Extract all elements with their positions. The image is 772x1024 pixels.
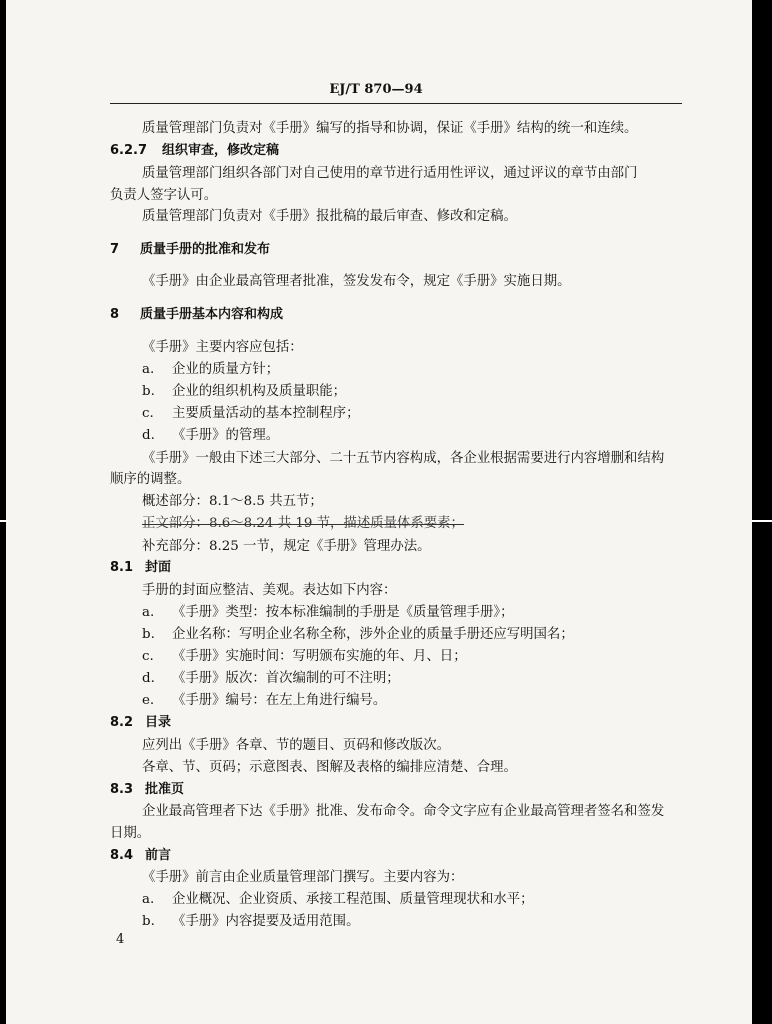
list-item: d. 《手册》的管理。 bbox=[142, 428, 280, 443]
section-title: 封面 bbox=[145, 560, 172, 575]
section-heading-8-1 bbox=[110, 558, 171, 578]
section-number: 8.4 bbox=[110, 848, 134, 863]
list-item: b. 企业的组织机构及质量职能； bbox=[142, 384, 347, 399]
section-number: 8.1 bbox=[110, 560, 134, 575]
section-number: 8 bbox=[110, 307, 120, 322]
section-heading-8 bbox=[110, 305, 283, 325]
paragraph-line: 企业最高管理者下达《手册》批准、发布命令。命令文字应有企业最高管理者签名和签发 bbox=[142, 804, 665, 819]
paragraph-line: 质量管理部门组织各部门对自己使用的章节进行适用性评议，通过评议的章节由部门 bbox=[142, 166, 638, 181]
section-heading-8-4 bbox=[110, 846, 171, 866]
list-item: a. 企业的质量方针； bbox=[142, 362, 280, 377]
section-title: 组织审查，修改定稿 bbox=[162, 143, 280, 158]
section-number: 6.2.7 bbox=[110, 143, 148, 158]
scan-artifact bbox=[752, 520, 772, 522]
list-item: b. 企业名称：写明企业名称全称，涉外企业的质量手册还应写明国名； bbox=[142, 627, 574, 642]
list-item: e. 《手册》编号：在左上角进行编号。 bbox=[142, 693, 387, 708]
paragraph-line: 《手册》由企业最高管理者批准，签发发布令，规定《手册》实施日期。 bbox=[142, 274, 571, 289]
list-item: a. 《手册》类型：按本标准编制的手册是《质量管理手册》； bbox=[142, 605, 514, 620]
header-rule bbox=[110, 103, 682, 104]
section-heading-8-3 bbox=[110, 780, 184, 800]
list-item: d. 《手册》版次：首次编制的可不注明； bbox=[142, 671, 400, 686]
paragraph-line: 各章、节、页码；示意图表、图解及表格的编排应清楚、合理。 bbox=[142, 760, 517, 775]
list-item: c. 《手册》实施时间：写明颁布实施的年、月、日； bbox=[142, 649, 467, 664]
paragraph-line: 质量管理部门负责对《手册》编写的指导和协调，保证《手册》结构的统一和连续。 bbox=[142, 121, 638, 136]
paragraph-line: 顺序的调整。 bbox=[110, 472, 191, 487]
paragraph-line: 《手册》主要内容应包括： bbox=[142, 340, 303, 355]
paragraph-line: 应列出《手册》各章、节的题目、页码和修改版次。 bbox=[142, 738, 450, 753]
section-number: 8.2 bbox=[110, 715, 134, 730]
section-title: 批准页 bbox=[145, 782, 185, 797]
paragraph-line: 负责人签字认可。 bbox=[110, 188, 218, 203]
paragraph-line: 概述部分：8.1～8.5 共五节； bbox=[142, 494, 323, 509]
section-title: 目录 bbox=[145, 715, 172, 730]
page-number: 4 bbox=[116, 932, 125, 947]
section-heading-7 bbox=[110, 240, 270, 260]
section-number: 7 bbox=[110, 242, 120, 257]
section-title: 前言 bbox=[145, 848, 172, 863]
struck-through-line: 正文部分：8.6～8.24 共 19 节，描述质量体系要素； bbox=[142, 516, 464, 531]
paragraph-line: 质量管理部门负责对《手册》报批稿的最后审查、修改和定稿。 bbox=[142, 209, 517, 224]
section-title: 质量手册的批准和发布 bbox=[140, 242, 271, 257]
scan-border-left bbox=[0, 0, 6, 1024]
section-heading-8-2 bbox=[110, 713, 171, 733]
list-item: b. 《手册》内容提要及适用范围。 bbox=[142, 914, 360, 929]
paragraph-line: 《手册》前言由企业质量管理部门撰写。主要内容为： bbox=[142, 870, 464, 885]
document-header: EJ/T 870—94 bbox=[329, 82, 423, 97]
list-item: c. 主要质量活动的基本控制程序； bbox=[142, 406, 360, 421]
paragraph-line: 《手册》一般由下述三大部分、二十五节内容构成，各企业根据需要进行内容增删和结构 bbox=[142, 451, 665, 466]
strike-mark bbox=[142, 524, 464, 525]
section-number: 8.3 bbox=[110, 782, 134, 797]
list-item: a. 企业概况、企业资质、承接工程范围、质量管理现状和水平； bbox=[142, 892, 534, 907]
paragraph-line: 手册的封面应整洁、美观。表达如下内容： bbox=[142, 583, 397, 598]
section-heading-6-2-7 bbox=[110, 141, 279, 161]
scan-border-right bbox=[752, 0, 772, 1024]
scan-artifact bbox=[0, 520, 8, 522]
paragraph-line: 日期。 bbox=[110, 826, 151, 841]
section-title: 质量手册基本内容和构成 bbox=[140, 307, 284, 322]
paragraph-line: 补充部分：8.25 一节，规定《手册》管理办法。 bbox=[142, 539, 431, 554]
